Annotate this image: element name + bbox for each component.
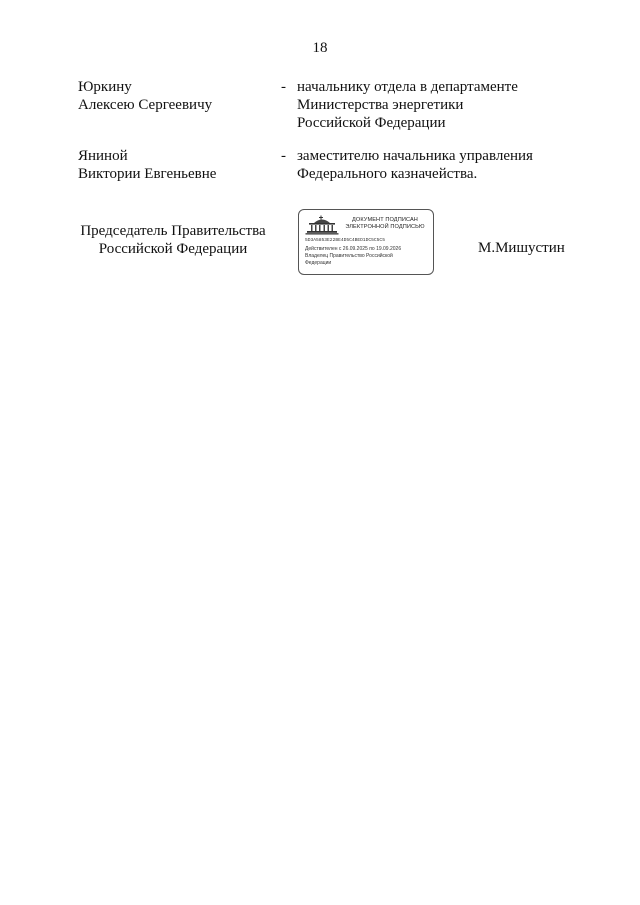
stamp-title bbox=[339, 217, 431, 231]
appointee-position bbox=[297, 147, 577, 183]
position-line: Российской Федерации bbox=[297, 115, 446, 131]
name-line: Юркину bbox=[78, 79, 132, 95]
government-building-icon bbox=[305, 215, 339, 235]
signer-name: М.Мишустин bbox=[478, 240, 565, 256]
page-number: 18 bbox=[312, 40, 328, 56]
appointee-name bbox=[78, 78, 278, 114]
owner-line: Федерации bbox=[305, 259, 332, 266]
appointment-entry bbox=[78, 147, 578, 187]
stamp-title-line: ДОКУМЕНТ ПОДПИСАН bbox=[352, 217, 418, 223]
certificate-validity: Действителен с 26.09.2025 по 19.09.2026 bbox=[305, 246, 402, 252]
electronic-signature-stamp bbox=[298, 209, 434, 275]
signatory-title bbox=[78, 222, 268, 258]
separator-dash: - bbox=[281, 79, 286, 95]
owner-line: Владелец Правительство Российской bbox=[305, 253, 393, 259]
certificate-number: 5D3A5853E22BE4D5C4BED1DC5C5C5 bbox=[305, 238, 385, 243]
signatory-title-line: Председатель Правительства bbox=[80, 223, 266, 239]
certificate-owner bbox=[305, 253, 429, 266]
position-line: начальнику отдела в департаменте bbox=[297, 79, 518, 95]
name-line: Яниной bbox=[78, 148, 128, 164]
appointee-name bbox=[78, 147, 278, 183]
position-line: Министерства энергетики bbox=[297, 97, 464, 113]
signatory-title-line: Российской Федерации bbox=[98, 241, 248, 257]
name-line: Виктории Евгеньевне bbox=[78, 166, 217, 182]
name-line: Алексею Сергеевичу bbox=[78, 97, 213, 113]
separator-dash: - bbox=[281, 148, 286, 164]
position-line: заместителю начальника управления bbox=[297, 148, 533, 164]
position-line: Федерального казначейства. bbox=[297, 166, 478, 182]
stamp-title-line: ЭЛЕКТРОННОЙ ПОДПИСЬЮ bbox=[345, 224, 425, 230]
appointee-position bbox=[297, 78, 577, 132]
appointment-entry bbox=[78, 78, 578, 138]
